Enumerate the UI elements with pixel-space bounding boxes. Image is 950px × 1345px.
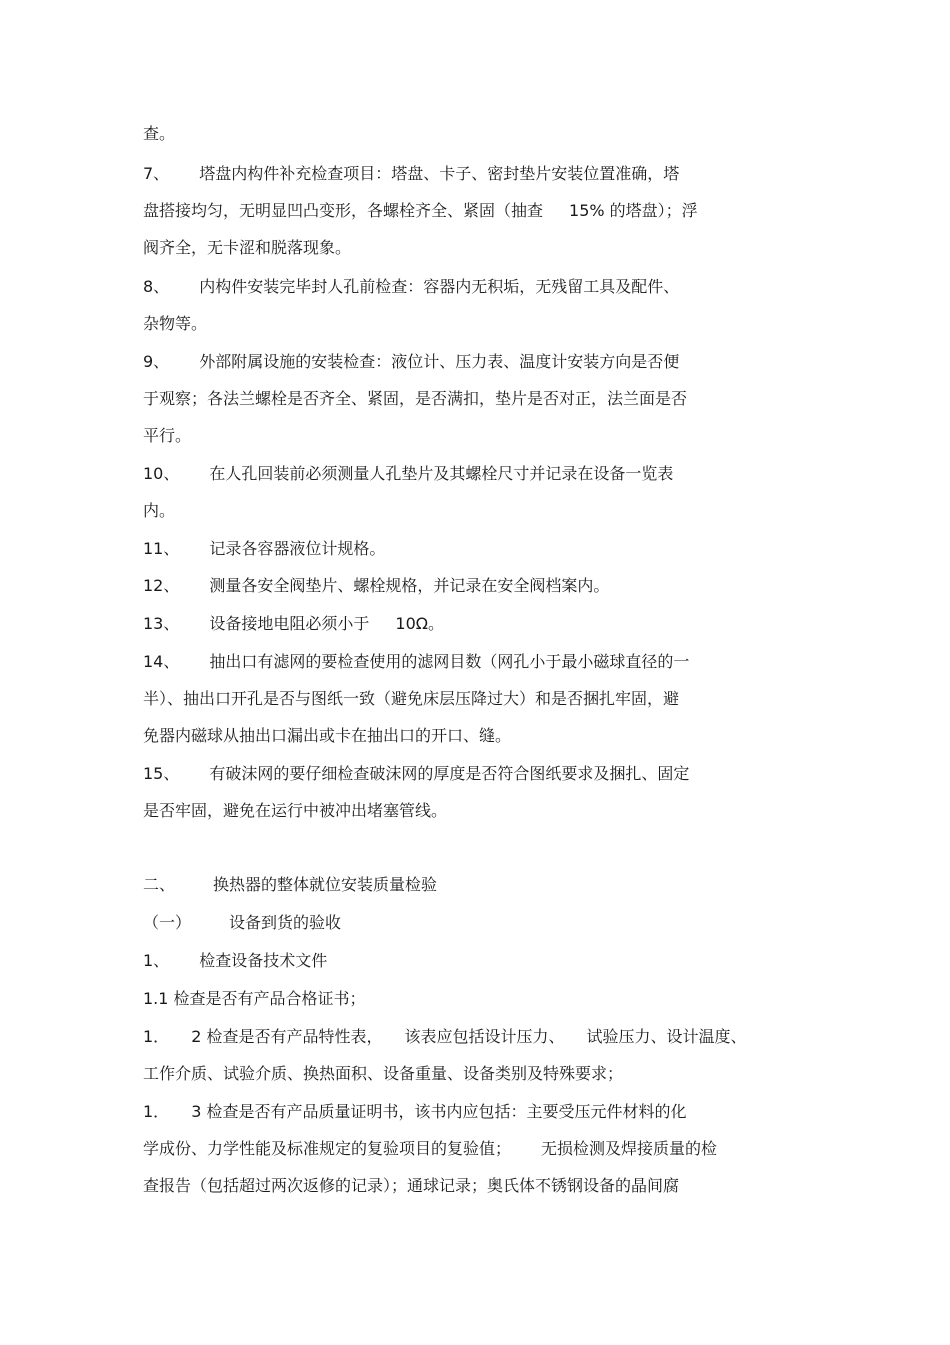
item-number: 10、 bbox=[143, 464, 180, 483]
text-line: 半）、抽出口开孔是否与图纸一致（避免床层压降过大）和是否捆扎牢固，避 bbox=[143, 689, 680, 708]
text-line: 学成份、力学性能及标准规定的复验项目的复验值； 无损检测及焊接质量的检 bbox=[143, 1139, 718, 1158]
list-item-9: 9、 外部附属设施的安装检查：液位计、压力表、温度计安装方向是否便 bbox=[143, 350, 679, 374]
list-item-15: 15、 有破沫网的要仔细检查破沫网的厚度是否符合图纸要求及捆扎、固定 bbox=[143, 762, 689, 786]
list-item-1-2: 1． 2 检查是否有产品特性表， 该表应包括设计压力、 试验压力、设计温度、 bbox=[143, 1025, 747, 1049]
text-line: 免器内磁球从抽出口漏出或卡在抽出口的开口、缝。 bbox=[143, 726, 512, 745]
text-line: 平行。 bbox=[143, 426, 192, 445]
text-line: 查。 bbox=[143, 124, 176, 143]
item-number: 9、 bbox=[143, 352, 170, 371]
text-line: 工作介质、试验介质、换热面积、设备重量、设备类别及特殊要求； bbox=[143, 1064, 624, 1083]
list-item-13: 13、 设备接地电阻必须小于 10Ω。 bbox=[143, 612, 444, 636]
list-item-14: 14、 抽出口有滤网的要检查使用的滤网目数（网孔小于最小磁球直径的一 bbox=[143, 650, 689, 674]
subsection-heading: （一） 设备到货的验收 bbox=[143, 911, 341, 935]
text-line: 是否牢固，避免在运行中被冲出堵塞管线。 bbox=[143, 801, 448, 820]
text-line: 阀齐全，无卡涩和脱落现象。 bbox=[143, 238, 352, 257]
item-number: 1、 bbox=[143, 951, 170, 970]
text-line: 于观察；各法兰螺栓是否齐全、紧固，是否满扣，垫片是否对正，法兰面是否 bbox=[143, 389, 688, 408]
list-item-10: 10、 在人孔回装前必须测量人孔垫片及其螺栓尺寸并记录在设备一览表 bbox=[143, 462, 673, 486]
section-number: 二、 bbox=[143, 875, 176, 894]
text-line: 杂物等。 bbox=[143, 314, 208, 333]
list-item-7: 7、 塔盘内构件补充检查项目：塔盘、卡子、密封垫片安装位置准确，塔 bbox=[143, 162, 679, 186]
text-line: 盘搭接均匀，无明显凹凸变形，各螺栓齐全、紧固（抽查 15% 的塔盘）；浮 bbox=[143, 201, 698, 220]
list-item-11: 11、 记录各容器液位计规格。 bbox=[143, 537, 385, 561]
item-number: 13、 bbox=[143, 614, 180, 633]
item-number: 15、 bbox=[143, 764, 180, 783]
text-line: 1.1 检查是否有产品合格证书； bbox=[143, 989, 366, 1008]
list-item-1: 1、 检查设备技术文件 bbox=[143, 949, 327, 973]
list-item-8: 8、 内构件安装完毕封人孔前检查：容器内无积垢，无残留工具及配件、 bbox=[143, 275, 679, 299]
text-line: 内。 bbox=[143, 501, 176, 520]
item-number: 1． bbox=[143, 1027, 170, 1046]
item-number: 14、 bbox=[143, 652, 180, 671]
subsection-number: （一） bbox=[143, 913, 192, 932]
item-number: 12、 bbox=[143, 576, 180, 595]
item-number: 11、 bbox=[143, 539, 180, 558]
section-heading: 二、 换热器的整体就位安装质量检验 bbox=[143, 873, 437, 897]
list-item-1-3: 1． 3 检查是否有产品质量证明书，该书内应包括：主要受压元件材料的化 bbox=[143, 1100, 686, 1124]
item-number: 8、 bbox=[143, 277, 170, 296]
text-line: 查报告（包括超过两次返修的记录）；通球记录；奥氏体不锈钢设备的晶间腐 bbox=[143, 1176, 680, 1195]
item-number: 7、 bbox=[143, 164, 170, 183]
list-item-12: 12、 测量各安全阀垫片、螺栓规格，并记录在安全阀档案内。 bbox=[143, 574, 609, 598]
item-number: 1． bbox=[143, 1102, 170, 1121]
